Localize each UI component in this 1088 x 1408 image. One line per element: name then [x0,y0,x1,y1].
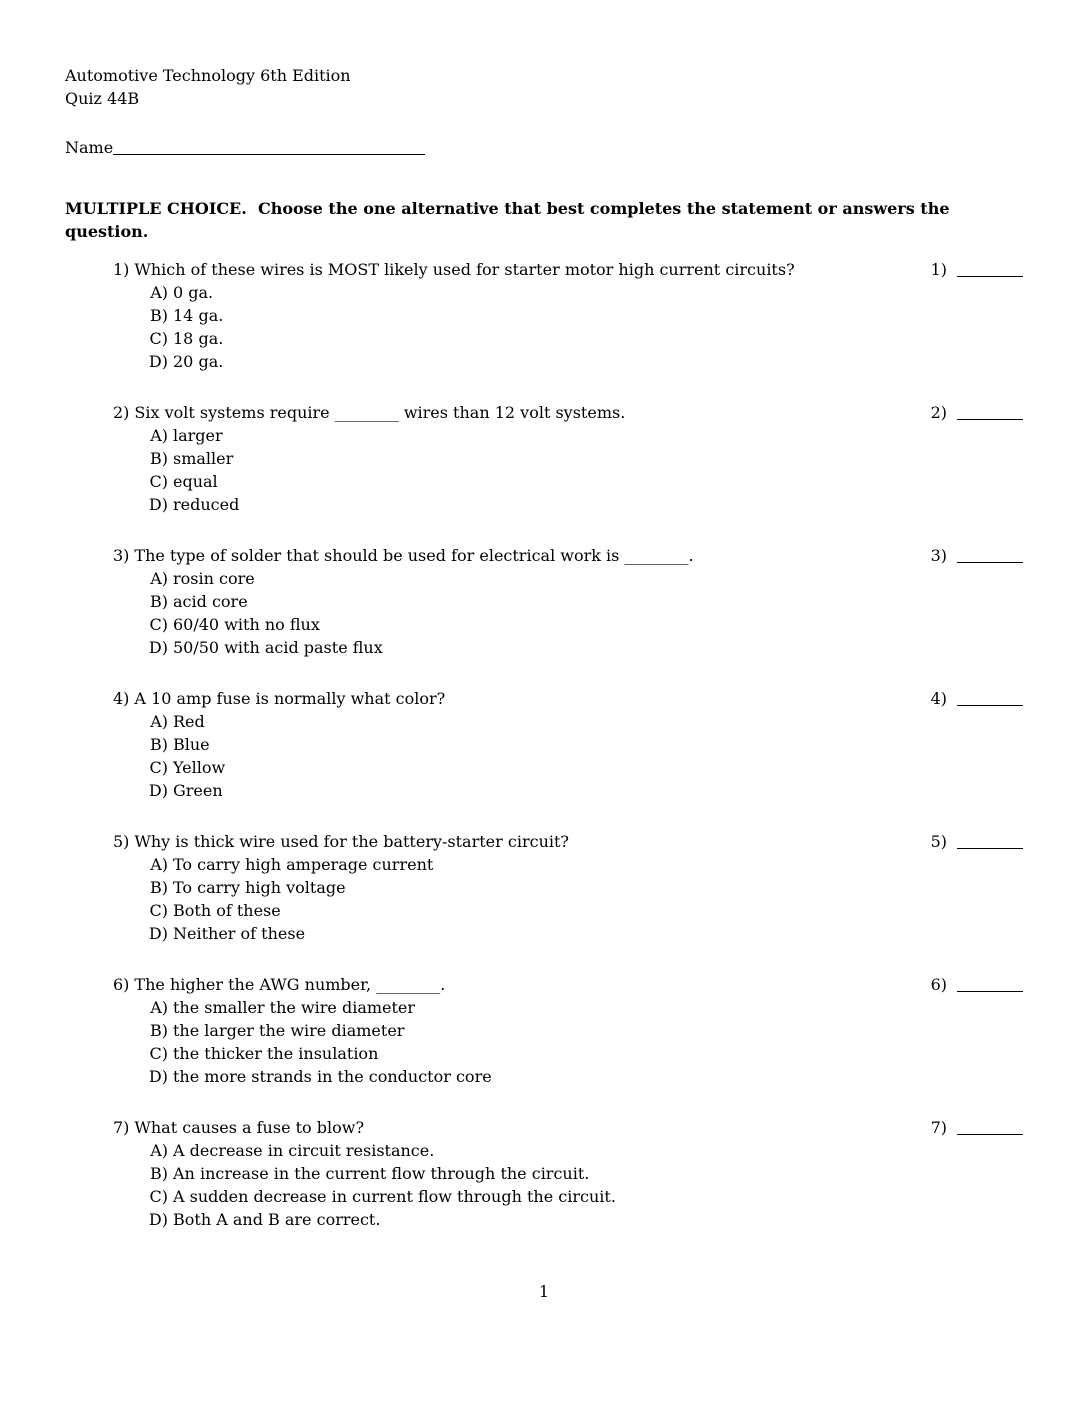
option-line [146,1208,1023,1231]
option-text: Green [173,781,223,800]
question-number: 6) [113,975,130,994]
option-label: D) [148,1067,168,1086]
document-title: Automotive Technology 6th Edition [65,66,351,85]
option-line [146,327,1023,350]
option-line [146,470,1023,493]
answer-blank[interactable] [957,419,1023,420]
option-label: C) [149,472,168,491]
answer-area [929,401,1023,424]
option-line [146,1139,1023,1162]
option-line [146,613,1023,636]
question-text: The type of solder that should be used for electrical work is ________. [134,546,694,565]
options-list [113,996,1023,1088]
answer-blank[interactable] [957,562,1023,563]
option-label: C) [149,901,168,920]
option-line [146,304,1023,327]
option-line [146,899,1023,922]
question-text: What causes a fuse to blow? [134,1118,365,1137]
option-line [146,350,1023,373]
option-label: B) [150,878,168,897]
answer-area [929,973,1023,996]
option-label: C) [149,758,168,777]
question-block [113,544,1023,659]
option-text: the more strands in the conductor core [173,1067,492,1086]
page-number: 1 [538,1282,550,1301]
option-label: A) [150,426,168,445]
option-text: reduced [173,495,240,514]
answer-number: 5) [930,832,947,851]
option-label: B) [150,1164,168,1183]
answer-number: 6) [930,975,947,994]
option-text: To carry high amperage current [173,855,434,874]
options-list [113,424,1023,516]
options-list [113,567,1023,659]
option-label: B) [150,449,168,468]
option-line [146,1162,1023,1185]
answer-number: 7) [930,1118,947,1137]
option-label: D) [148,1210,168,1229]
option-text: larger [173,426,223,445]
question-number: 1) [113,260,130,279]
option-text: the larger the wire diameter [173,1021,405,1040]
answer-number: 2) [930,403,947,422]
answer-area [929,687,1023,710]
answer-area [929,544,1023,567]
option-line [146,1019,1023,1042]
option-label: A) [150,998,168,1017]
document-subtitle: Quiz 44B [65,89,140,108]
option-label: B) [150,306,168,325]
question-row [113,1116,1023,1139]
option-text: A sudden decrease in current flow through the circuit. [173,1187,616,1206]
answer-area [929,1116,1023,1139]
option-text: 0 ga. [173,283,214,302]
question-text: Why is thick wire used for the battery-starter circuit? [134,832,569,851]
name-label: Name [65,138,114,157]
option-line [146,590,1023,613]
question-block [113,1116,1023,1231]
question-number: 5) [113,832,130,851]
option-label: C) [149,1044,168,1063]
question-row [113,258,1023,281]
answer-number: 3) [930,546,947,565]
option-line [146,876,1023,899]
option-text: Blue [173,735,210,754]
question-text: A 10 amp fuse is normally what color? [134,689,446,708]
option-label: C) [149,615,168,634]
question-main [113,973,929,996]
answer-blank[interactable] [957,1134,1023,1135]
question-number: 3) [113,546,130,565]
question-row [113,687,1023,710]
option-line [146,493,1023,516]
answer-area [929,830,1023,853]
option-label: B) [150,735,168,754]
option-label: D) [148,781,168,800]
question-text: Six volt systems require ________ wires than 12 volt systems. [134,403,626,422]
answer-blank[interactable] [957,848,1023,849]
options-list [113,853,1023,945]
option-text: smaller [173,449,234,468]
option-line [146,424,1023,447]
option-text: rosin core [173,569,255,588]
option-label: D) [148,495,168,514]
question-block [113,830,1023,945]
option-line [146,710,1023,733]
option-text: acid core [173,592,248,611]
question-number: 2) [113,403,130,422]
option-line [146,922,1023,945]
option-text: Yellow [173,758,226,777]
option-line [146,756,1023,779]
question-main [113,1116,929,1139]
question-block [113,258,1023,373]
question-block [113,687,1023,802]
question-block [113,401,1023,516]
option-text: Both of these [173,901,281,920]
option-text: 50/50 with acid paste flux [173,638,383,657]
options-list [113,710,1023,802]
answer-blank[interactable] [957,705,1023,706]
option-label: A) [150,855,168,874]
options-list [113,281,1023,373]
option-line [146,1042,1023,1065]
option-text: the smaller the wire diameter [173,998,416,1017]
option-line [146,733,1023,756]
option-label: B) [150,592,168,611]
option-line [146,447,1023,470]
question-row [113,973,1023,996]
question-main [113,258,929,281]
question-block [113,973,1023,1088]
answer-blank[interactable] [957,276,1023,277]
option-line [146,281,1023,304]
answer-area [929,258,1023,281]
question-number: 7) [113,1118,130,1137]
option-text: A decrease in circuit resistance. [173,1141,435,1160]
question-main [113,830,929,853]
question-text: The higher the AWG number, ________. [134,975,446,994]
option-label: C) [149,329,168,348]
answer-number: 4) [930,689,947,708]
option-label: A) [150,712,168,731]
option-label: A) [150,1141,168,1160]
option-text: 20 ga. [173,352,224,371]
question-main [113,687,929,710]
option-text: To carry high voltage [173,878,346,897]
option-label: D) [148,924,168,943]
option-label: A) [150,283,168,302]
option-line [146,636,1023,659]
option-text: equal [173,472,218,491]
option-text: 18 ga. [173,329,224,348]
option-text: An increase in the current flow through the circuit. [173,1164,590,1183]
option-label: D) [148,352,168,371]
questions-list [113,258,1023,1231]
option-label: B) [150,1021,168,1040]
option-label: A) [150,569,168,588]
option-line [146,1185,1023,1208]
question-row [113,401,1023,424]
question-row [113,544,1023,567]
option-text: Neither of these [173,924,306,943]
option-text: 14 ga. [173,306,224,325]
options-list [113,1139,1023,1231]
option-line [146,996,1023,1019]
name-row [65,136,1023,159]
question-main [113,401,929,424]
question-row [113,830,1023,853]
name-blank[interactable] [113,154,425,155]
option-label: D) [148,638,168,657]
option-label: C) [149,1187,168,1206]
option-text: Both A and B are correct. [173,1210,381,1229]
option-line [146,853,1023,876]
question-main [113,544,929,567]
question-number: 4) [113,689,130,708]
instructions-text: MULTIPLE CHOICE. Choose the one alternative that best completes the statement or answers the question. [65,199,956,241]
answer-blank[interactable] [957,991,1023,992]
answer-number: 1) [930,260,947,279]
question-text: Which of these wires is MOST likely used for starter motor high current circuits? [134,260,795,279]
option-text: the thicker the insulation [173,1044,379,1063]
option-line [146,567,1023,590]
option-line [146,1065,1023,1088]
option-line [146,779,1023,802]
option-text: 60/40 with no flux [173,615,320,634]
option-text: Red [173,712,205,731]
